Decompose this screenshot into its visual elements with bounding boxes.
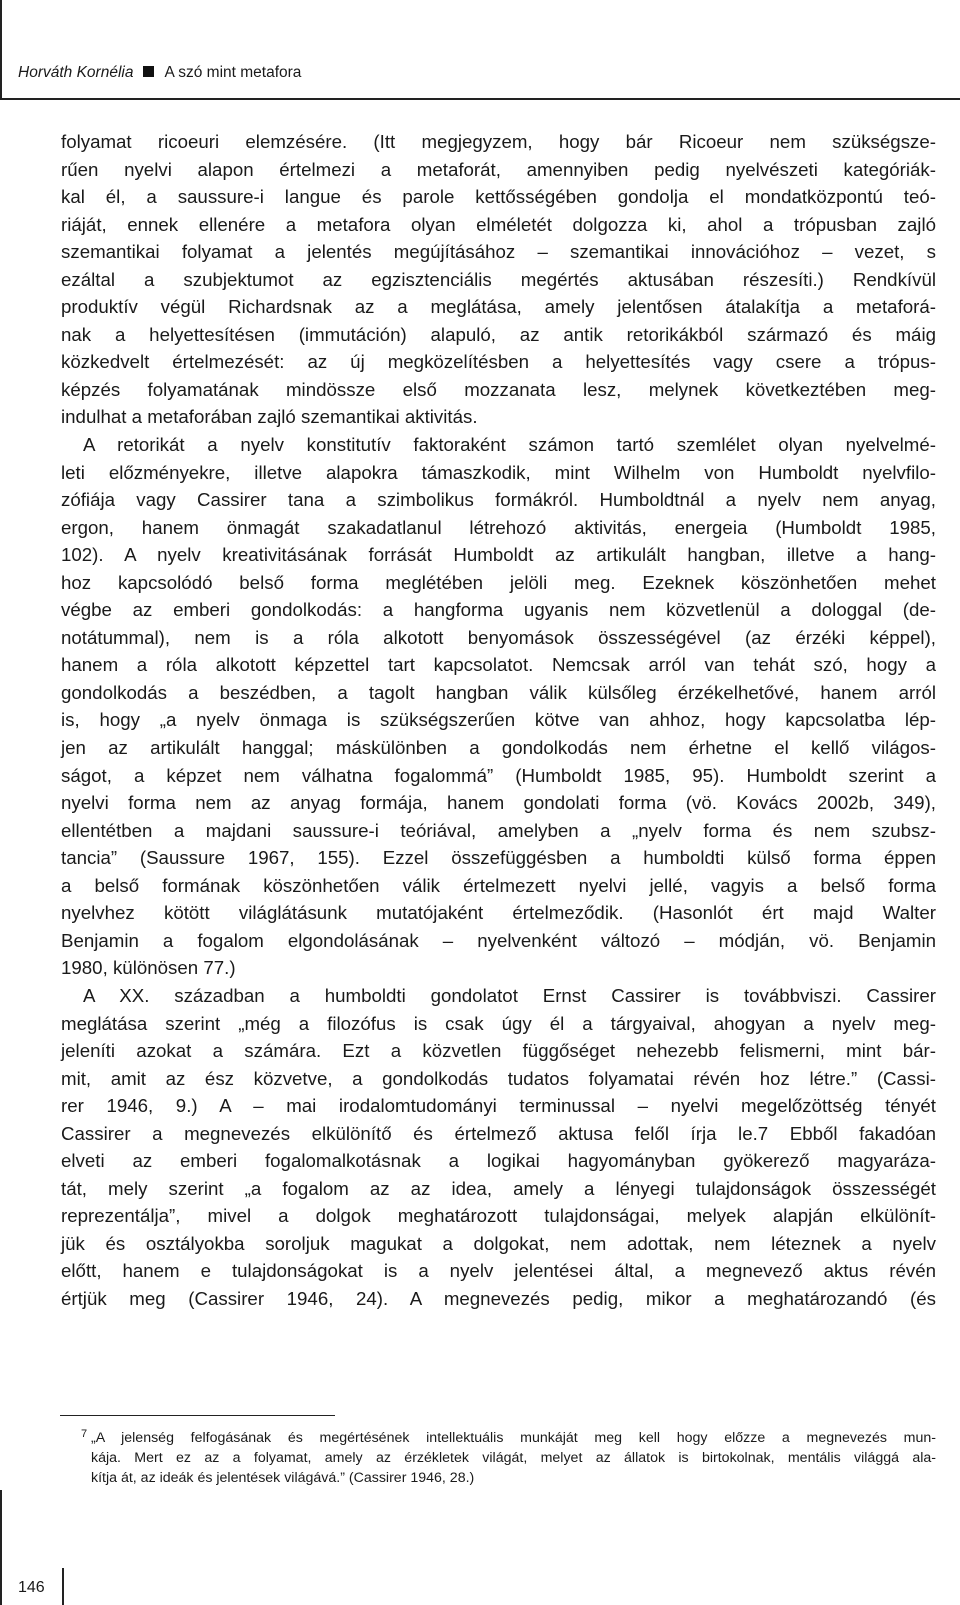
body-text [61, 128, 936, 1313]
footnote-line: kája. Mert ez az a folyamat, amely az érzékletek világát, melyet az állatok is birtokolnak, mentális világgá ala- [91, 1450, 936, 1467]
text-line: képzés folyamatának mindössze első mozzanata lesz, melynek következtében meg- [61, 378, 936, 400]
text-line: Benjamin a fogalom elgondolásának – nyelvenként változó – módján, vö. Benjamin [61, 929, 936, 951]
text-line: indulhat a metaforában zajló szemantikai aktivitás. [61, 406, 478, 428]
text-line: A XX. században a humboldti gondolatot Ernst Cassirer is továbbviszi. Cassirer [83, 984, 936, 1006]
text-line: jen az artikulált hanggal; máskülönben a gondolkodás nem érhetne el kellő világos- [61, 737, 936, 759]
text-line: A retorikát a nyelv konstitutív faktoraként számon tartó szemlélet olyan nyelvelmé- [83, 434, 936, 456]
text-line: jük és osztályokba soroljuk magukat a dolgokat, nem adottak, nem léteznek a nyelv [61, 1232, 936, 1254]
text-line: nyelvhez kötött világlátásunk mutatójaként értelmeződik. (Hasonlót ért majd Walter [61, 902, 936, 924]
footnote [61, 1428, 936, 1489]
page-left-rule [0, 1490, 2, 1605]
text-line: hoz kapcsolódó belső forma meglétében jelöli meg. Ezeknek köszönhetően mehet [61, 571, 936, 593]
page-number-divider [62, 1568, 64, 1605]
header-separator-square-icon [143, 66, 154, 77]
text-line: Cassirer a megnevezés elkülönítő és értelmező aktusa felől írja le.7 Ebből fakadóan [61, 1122, 936, 1144]
text-line: előtt, hanem e tulajdonságokat is a nyelv jelentései által, a megnevező aktus révén [61, 1260, 936, 1282]
text-line: szemantikai folyamat a jelentés megújításához – szemantikai innovációhoz – vezet, s [61, 241, 936, 263]
text-line: mit, amit az ész közvetve, a gondolkodás tudatos folyamatai révén hoz létre.” (Cassi- [61, 1067, 936, 1089]
text-line: rer 1946, 9.) A – mai irodalomtudományi terminussal – nyelvi megelőzöttség tényét [61, 1095, 936, 1117]
text-line: ellentétben a majdani saussure-i teóriával, amelyben a „nyelv forma és nem szubsz- [61, 819, 936, 841]
text-line: hanem a róla alkotott képzettel tart kapcsolatot. Nemcsak arról van tehát szó, hogy a [61, 654, 936, 676]
text-line: meglátása szerint „még a filozófus is csak úgy él a tárgyaival, ahogyan a nyelv meg- [61, 1012, 936, 1034]
text-line: notátummal), nem is a róla alkotott benyomások összességével (az érzéki képpel), [61, 626, 936, 648]
header-title: A szó mint metafora [164, 64, 302, 81]
text-line: jeleníti azokat a számára. Ezt a közvetlen függőséget nehezebb felismerni, mint bár- [61, 1040, 936, 1062]
text-line: folyamat ricoeuri elemzésére. (Itt megjegyzem, hogy bár Ricoeur nem szükségsze- [61, 131, 936, 152]
text-line: reprezentálja”, mivel a dolgok meghatározott tulajdonságai, melyek alapján elkülönít- [61, 1205, 936, 1227]
footnote-rule [60, 1415, 335, 1416]
text-line: 1980, különösen 77.) [61, 957, 236, 979]
text-line: kal él, a saussure-i langue és parole kettősségében gondolja el mondatközpontú teó- [61, 186, 936, 208]
text-line: tancia” (Saussure 1967, 155). Ezzel összefüggésben a humboldti külső forma éppen [61, 847, 936, 869]
text-line: közkedvelt értelmezését: az új megközelítésben a helyettesítés vagy csere a trópus- [61, 351, 936, 373]
text-line: ergon, hanem önmagát szakadatlanul létrehozó aktivitás, energeia (Humboldt 1985, [61, 516, 936, 538]
text-line: riáját, ennek ellenére a metafora olyan elméletét dolgozza ki, ahol a trópusban zajló [61, 213, 936, 235]
text-line: zófiája vagy Cassirer tana a szimbolikus formákról. Humboldtnál a nyelv nem anyag, [61, 489, 936, 511]
text-line: a belső formának köszönhetően válik értelmezett nyelvi jellé, vagyis a belső forma [61, 874, 936, 896]
text-line: végbe az emberi gondolkodás: a hangforma ugyanis nem közvetlenül a dologgal (de- [61, 599, 936, 621]
text-line: 102). A nyelv kreativitásának forrását Humboldt az artikulált hangban, illetve a hang- [61, 544, 936, 566]
text-line: nak a helyettesítésen (immutáción) alapuló, az antik retorikákból származó és máig [61, 323, 936, 345]
text-line: ezáltal a szubjektumot az egzisztenciális megértés aktusában részesíti.) Rendkívül [61, 268, 936, 290]
page-number: 146 [18, 1579, 45, 1596]
text-line: elveti az emberi fogalomalkotásnak a logikai hagyományban gyökerező magyaráza- [61, 1150, 936, 1172]
text-line: gondolkodás a beszédben, a tagolt hangban válik külsőleg érzékelhetővé, hanem arról [61, 681, 936, 703]
footnote-line: „A jelenség felfogásának és megértésének intellektuális munkáját meg kell hogy előzze a megnevezés mun- [91, 1430, 936, 1446]
text-line: nyelvi forma nem az anyag formája, hanem gondolati forma (vö. Kovács 2002b, 349), [61, 792, 936, 814]
text-line: produktív végül Richardsnak az a meglátása, amely jelentősen átalakítja a metaforá- [61, 296, 936, 318]
running-header [18, 64, 301, 82]
footnote-marker: 7 [81, 1428, 88, 1440]
text-line: leti előzményekre, illetve alapokra támaszkodik, mint Wilhelm von Humboldt nyelvfilo- [61, 461, 936, 483]
text-line: értjük meg (Cassirer 1946, 24). A megnevezés pedig, mikor a meghatározandó (és [61, 1287, 936, 1309]
text-line: tát, mely szerint „a fogalom az az idea, amely a lényegi tulajdonságok összességét [61, 1177, 936, 1199]
text-line: is, hogy „a nyelv önmaga is szükségszerűen kötve van ahhoz, hogy kapcsolatba lép- [61, 709, 936, 731]
header-author: Horváth Kornélia [18, 64, 134, 81]
text-line: ságot, a képzet nem válhatna fogalommá” (Humboldt 1985, 95). Humboldt szerint a [61, 764, 936, 786]
frame-left-rule [0, 0, 2, 100]
footnote-line: kítja át, az ideák és jelentések világává.” (Cassirer 1946, 28.) [91, 1470, 475, 1487]
header-rule [0, 98, 960, 100]
text-line: rűen nyelvi alapon értelmezi a metaforát, amennyiben pedig nyelvészeti kategóriák- [61, 158, 936, 180]
